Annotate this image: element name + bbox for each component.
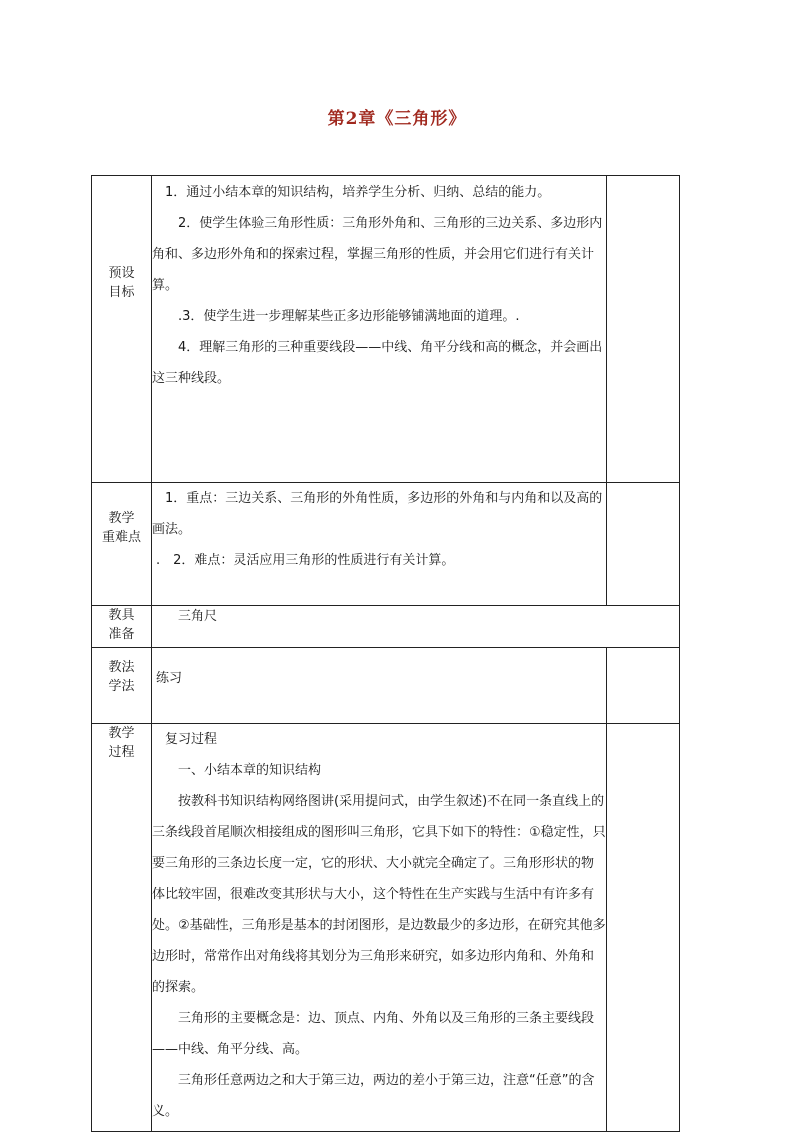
goals-notes-cell [607, 176, 680, 483]
process-paragraph: 按教科书知识结构网络图讲(采用提问式，由学生叙述)不在同一条直线上的三条线段首尾顺次相接组成的图形叫三角形，它具下如下的特性：①稳定性，只要三角形的三条边长度一定，它的形状、大小就完全确定了。三角形形状的物体比较牢固，很难改变其形状与大小，这个特性在生产实践与生活中有许多有处。②基础性，三角形是基本的封闭图形，是边数最少的多边形，在研究其他多边形时，常常作出对角线将其划分为三角形来研究，如多边形内角和、外角和的探索。 [152, 794, 606, 995]
process-section-title: 一、小结本章的知识结构 [178, 763, 322, 778]
key-points-label-line2: 重难点 [101, 530, 141, 545]
table-row-process [92, 724, 680, 1132]
table-row-goals [92, 176, 680, 483]
goal-item: .3．使学生进一步理解某些正多边形能够铺满地面的道理。. [178, 309, 520, 324]
process-paragraph: 三角形任意两边之和大于第三边，两边的差小于第三边，注意“任意”的含义。 [152, 1073, 595, 1119]
lesson-plan-table [91, 175, 680, 1132]
tools-label-cell [92, 606, 152, 648]
key-point-item: . 2．难点：灵活应用三角形的性质进行有关计算。 [156, 553, 455, 568]
process-content-cell [152, 724, 607, 1132]
goal-item: 4．理解三角形的三种重要线段——中线、角平分线和高的概念，并会画出这三种线段。 [152, 340, 603, 386]
process-label-line2: 过程 [108, 745, 135, 760]
table-row-key-points [92, 483, 680, 606]
table-row-tools [92, 606, 680, 648]
key-points-content-cell [152, 483, 607, 606]
tools-content: 三角尺 [178, 609, 218, 624]
methods-label-line1: 教法 [108, 660, 135, 675]
page-title: 第2章《三角形》 [327, 109, 467, 129]
goals-label-line2: 目标 [108, 285, 135, 300]
process-notes-cell [607, 724, 680, 1132]
process-paragraph: 三角形的主要概念是：边、顶点、内角、外角以及三角形的三条主要线段——中线、角平分线、高。 [152, 1011, 595, 1057]
process-label-line1: 教学 [108, 726, 135, 741]
table-row-methods [92, 648, 680, 724]
tools-label-line1: 教具 [108, 608, 135, 623]
goal-item: 2．使学生体验三角形性质：三角形外角和、三角形的三边关系、多边形内角和、多边形外角和的探索过程，掌握三角形的性质，并会用它们进行有关计算。 [152, 216, 603, 293]
methods-content-cell [152, 648, 607, 724]
tools-content-cell [152, 606, 680, 648]
key-points-notes-cell [607, 483, 680, 606]
key-point-item: 1．重点：三边关系、三角形的外角性质，多边形的外角和与内角和以及高的画法。 [152, 491, 603, 537]
methods-label-cell [92, 648, 152, 724]
goal-item: 1．通过小结本章的知识结构，培养学生分析、归纳、总结的能力。 [165, 185, 551, 200]
methods-content: 练习 [156, 671, 183, 686]
goals-label-line1: 预设 [108, 266, 135, 281]
key-points-label-cell [92, 483, 152, 606]
process-heading: 复习过程 [165, 732, 218, 747]
methods-notes-cell [607, 648, 680, 724]
key-points-label-line1: 教学 [108, 511, 135, 526]
goals-content-cell [152, 176, 607, 483]
methods-label-line2: 学法 [108, 679, 135, 694]
process-label-cell [92, 724, 152, 1132]
goals-label-cell [92, 176, 152, 483]
tools-label-line2: 准备 [108, 627, 135, 642]
